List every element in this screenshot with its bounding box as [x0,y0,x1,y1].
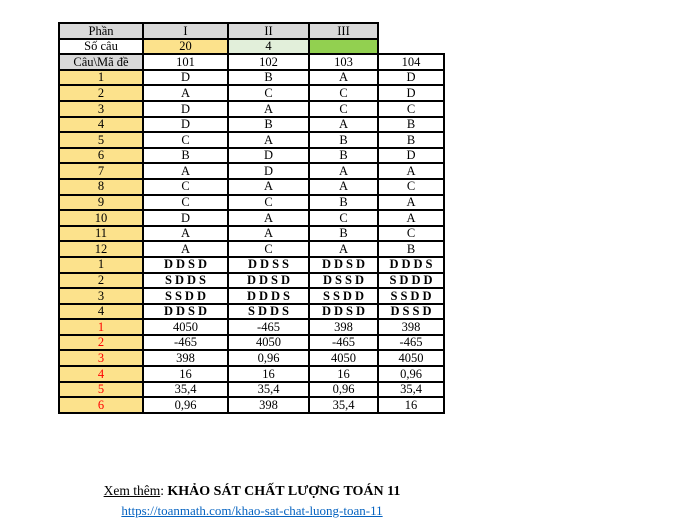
answer-cell: C [143,132,228,148]
answer-cell: C [228,195,309,211]
see-more-label: Xem thêm [103,483,161,498]
answer-cell: 35,4 [228,382,309,398]
empty-filler-cell [378,23,444,39]
answer-cell: A [143,241,228,257]
answer-cell: B [378,117,444,133]
answer-cell: D [228,163,309,179]
answer-cell: SSDD [143,288,228,304]
table-row [59,195,444,211]
question-number-cell: 12 [59,241,143,257]
answer-cell: B [309,226,378,242]
answer-cell: D [228,148,309,164]
answer-cell: DDDS [228,288,309,304]
answer-cell: 16 [228,366,309,382]
table-row [59,226,444,242]
table-row [59,273,444,289]
question-number-cell: 3 [59,288,143,304]
answer-cell: 4050 [378,350,444,366]
table-row [59,304,444,320]
table-row [59,54,444,70]
answer-key-table [58,22,445,414]
part-i-header: I [143,23,228,39]
table-row [59,241,444,257]
question-number-cell: 5 [59,382,143,398]
answer-cell: 16 [143,366,228,382]
answer-cell: -465 [228,319,309,335]
answer-cell: SDDS [143,273,228,289]
answer-cell: DDSS [228,257,309,273]
answer-cell: A [228,210,309,226]
answer-cell: SDDS [228,304,309,320]
table-row [59,132,444,148]
question-number-cell: 6 [59,148,143,164]
answer-cell: 398 [143,350,228,366]
footer-text-line [58,483,446,500]
answer-cell: B [309,195,378,211]
answer-cell: B [309,132,378,148]
answer-cell: A [143,226,228,242]
answer-cell: C [143,179,228,195]
question-number-cell: 3 [59,350,143,366]
answer-cell: A [309,163,378,179]
part-iii-header: III [309,23,378,39]
question-number-cell: 9 [59,195,143,211]
answer-cell: C [143,195,228,211]
answer-cell: SDDD [378,273,444,289]
question-number-cell: 7 [59,163,143,179]
table-row [59,288,444,304]
so-cau-part-iii [309,39,378,55]
answer-cell: C [228,85,309,101]
answer-cell: A [378,163,444,179]
question-number-cell: 2 [59,335,143,351]
table-row [59,179,444,195]
answer-cell: D [143,101,228,117]
answer-cell: C [309,101,378,117]
question-number-cell: 2 [59,85,143,101]
answer-cell: B [228,70,309,86]
part-row-label: Phần [59,23,143,39]
answer-cell: C [228,241,309,257]
answer-cell: 0,96 [143,397,228,413]
answer-cell: 4050 [309,350,378,366]
answer-cell: 398 [378,319,444,335]
table-row [59,257,444,273]
answer-cell: 0,96 [309,382,378,398]
question-number-cell: 5 [59,132,143,148]
colon-separator: : [160,483,168,498]
answer-cell: A [309,179,378,195]
answer-cell: 16 [309,366,378,382]
answer-cell: D [143,70,228,86]
question-number-cell: 1 [59,257,143,273]
answer-cell: B [378,241,444,257]
answer-cell: 4050 [143,319,228,335]
toanmath-link[interactable]: https://toanmath.com/khao-sat-chat-luong-toan-11 [121,503,383,518]
table-row [59,70,444,86]
answer-cell: B [378,132,444,148]
table-row [59,397,444,413]
answer-cell: A [228,101,309,117]
so-cau-part-i: 20 [143,39,228,55]
part1-body [59,70,444,257]
answer-cell: C [378,101,444,117]
exam-code-cell: 101 [143,54,228,70]
question-number-cell: 4 [59,117,143,133]
answer-cell: DDSD [309,304,378,320]
table-row [59,335,444,351]
exam-code-cell: 104 [378,54,444,70]
answer-cell: SSDD [309,288,378,304]
answer-cell: DSSD [309,273,378,289]
question-number-cell: 2 [59,273,143,289]
code-row-label: Câu\Mã đề [59,54,143,70]
answer-cell: 398 [309,319,378,335]
answer-cell: B [143,148,228,164]
answer-cell: 398 [228,397,309,413]
answer-cell: A [143,163,228,179]
answer-cell: A [143,85,228,101]
table-row [59,319,444,335]
table-row [59,366,444,382]
answer-cell: A [309,117,378,133]
answer-cell: DDSD [309,257,378,273]
header-body [59,23,444,70]
question-number-cell: 10 [59,210,143,226]
answer-cell: C [309,85,378,101]
answer-cell: D [143,117,228,133]
part3-body [59,319,444,413]
table-row [59,210,444,226]
answer-cell: A [378,210,444,226]
exam-code-cell: 103 [309,54,378,70]
answer-cell: A [309,241,378,257]
answer-cell: DSSD [378,304,444,320]
so-cau-row-label: Số câu [59,39,143,55]
answer-cell: SSDD [378,288,444,304]
answer-cell: A [228,226,309,242]
empty-filler-cell [378,39,444,55]
answer-cell: 0,96 [228,350,309,366]
footer [58,483,446,519]
survey-title: KHẢO SÁT CHẤT LƯỢNG TOÁN 11 [167,484,401,499]
exam-code-cell: 102 [228,54,309,70]
answer-cell: 35,4 [309,397,378,413]
so-cau-part-ii: 4 [228,39,309,55]
answer-cell: DDDS [378,257,444,273]
table-row [59,350,444,366]
part2-body [59,257,444,319]
answer-cell: D [378,148,444,164]
answer-cell: A [378,195,444,211]
answer-cell: -465 [378,335,444,351]
table-row [59,39,444,55]
answer-cell: D [143,210,228,226]
question-number-cell: 1 [59,319,143,335]
answer-cell: -465 [143,335,228,351]
table-row [59,163,444,179]
table-row [59,382,444,398]
answer-cell: A [228,179,309,195]
answer-cell: 4050 [228,335,309,351]
table-row [59,117,444,133]
footer-link-line [58,503,446,519]
answer-cell: A [228,132,309,148]
answer-cell: A [309,70,378,86]
part-ii-header: II [228,23,309,39]
table-row [59,101,444,117]
answer-cell: B [228,117,309,133]
answer-cell: 35,4 [378,382,444,398]
answer-cell: C [378,179,444,195]
answer-cell: DDSD [143,304,228,320]
question-number-cell: 3 [59,101,143,117]
table-row [59,85,444,101]
answer-cell: D [378,85,444,101]
question-number-cell: 4 [59,304,143,320]
question-number-cell: 6 [59,397,143,413]
answer-cell: DDSD [143,257,228,273]
answer-cell: C [378,226,444,242]
answer-cell: B [309,148,378,164]
answer-cell: -465 [309,335,378,351]
answer-cell: D [378,70,444,86]
question-number-cell: 8 [59,179,143,195]
question-number-cell: 4 [59,366,143,382]
answer-cell: 16 [378,397,444,413]
question-number-cell: 11 [59,226,143,242]
answer-cell: C [309,210,378,226]
question-number-cell: 1 [59,70,143,86]
table-row [59,23,444,39]
answer-cell: 0,96 [378,366,444,382]
answer-cell: DDSD [228,273,309,289]
answer-cell: 35,4 [143,382,228,398]
table-row [59,148,444,164]
